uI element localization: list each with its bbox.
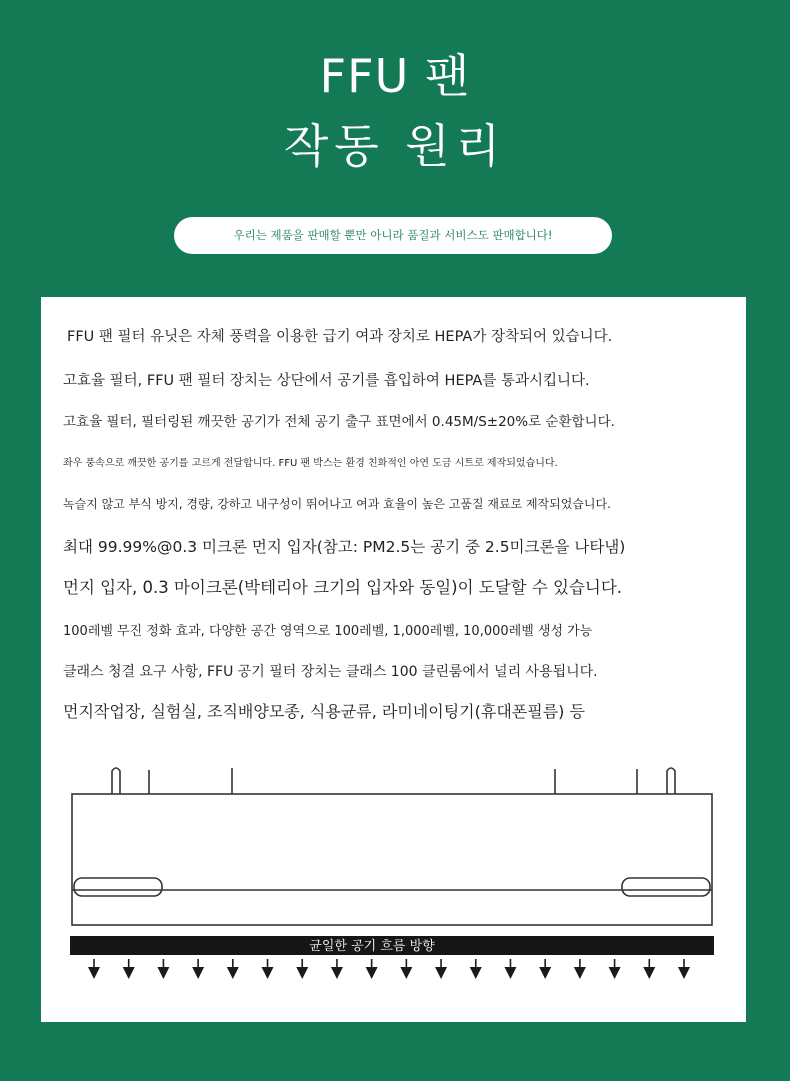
text-line-3: 고효율 필터, 필터링된 깨끗한 공기가 전체 공기 출구 표면에서 0.45M/S±20%로 순환합니다.	[63, 414, 615, 430]
page-title-line1: FFU 팬	[319, 49, 471, 103]
airflow-arrow-head	[88, 967, 100, 979]
airflow-arrow-head	[331, 967, 343, 979]
text-line-5: 녹슬지 않고 부식 방지, 경량, 강하고 내구성이 뛰어나고 여과 효율이 높은 고품질 재료로 제작되었습니다.	[63, 497, 611, 511]
text-line-6: 최대 99.99%@0.3 미크론 먼지 입자(참고: PM2.5는 공기 중 2.5미크론을 나타냄)	[63, 538, 626, 556]
airflow-arrow-head	[123, 967, 135, 979]
airflow-arrow-head	[227, 967, 239, 979]
airflow-arrow-head	[192, 967, 204, 979]
airflow-arrow-head	[539, 967, 551, 979]
content-panel	[41, 297, 746, 1022]
ffu-housing	[72, 794, 712, 925]
text-line-9: 클래스 청결 요구 사항, FFU 공기 필터 장치는 클래스 100 클린룸에서 널리 사용됩니다.	[63, 664, 598, 680]
mounting-post	[667, 768, 675, 794]
airflow-arrow-head	[470, 967, 482, 979]
text-line-7: 먼지 입자, 0.3 마이크론(박테리아 크기의 입자와 동일)이 도달할 수 있습니다.	[63, 578, 623, 597]
page-title-line2: 작동 원리	[283, 119, 507, 173]
airflow-arrow-head	[574, 967, 586, 979]
text-line-4: 좌우 풍속으로 깨끗한 공기를 고르게 전달합니다. FFU 팬 박스는 환경 친화적인 아연 도금 시트로 제작되었습니다.	[63, 458, 558, 469]
airflow-arrow-head	[296, 967, 308, 979]
text-line-2: 고효율 필터, FFU 팬 필터 장치는 상단에서 공기를 흡입하여 HEPA를 통과시킵니다.	[63, 373, 590, 389]
airflow-arrows	[88, 959, 690, 979]
airflow-arrow-head	[157, 967, 169, 979]
text-line-8: 100레벨 무진 정화 효과, 다양한 공간 영역으로 100레벨, 1,000레벨, 10,000레벨 생성 가능	[63, 624, 593, 639]
text-line-10: 먼지작업장, 실험실, 조직배양모종, 식용균류, 라미네이팅기(휴대폰필름) 등	[63, 702, 585, 721]
slogan-banner: 우리는 제품을 판매할 뿐만 아니라 품질과 서비스도 판매합니다!	[174, 217, 612, 254]
airflow-arrow-head	[366, 967, 378, 979]
airflow-arrow-head	[262, 967, 274, 979]
airflow-label: 균일한 공기 흐름 방향	[309, 939, 435, 954]
text-line-1: FFU 팬 필터 유닛은 자체 풍력을 이용한 급기 여과 장치로 HEPA가 장착되어 있습니다.	[67, 329, 613, 345]
airflow-arrow-head	[643, 967, 655, 979]
handle-left	[74, 878, 162, 896]
airflow-arrow-head	[504, 967, 516, 979]
ffu-diagram	[41, 297, 746, 1022]
airflow-arrow-head	[435, 967, 447, 979]
handle-right	[622, 878, 710, 896]
airflow-arrow-head	[678, 967, 690, 979]
mounting-post	[112, 768, 120, 794]
airflow-arrow-head	[609, 967, 621, 979]
airflow-arrow-head	[400, 967, 412, 979]
